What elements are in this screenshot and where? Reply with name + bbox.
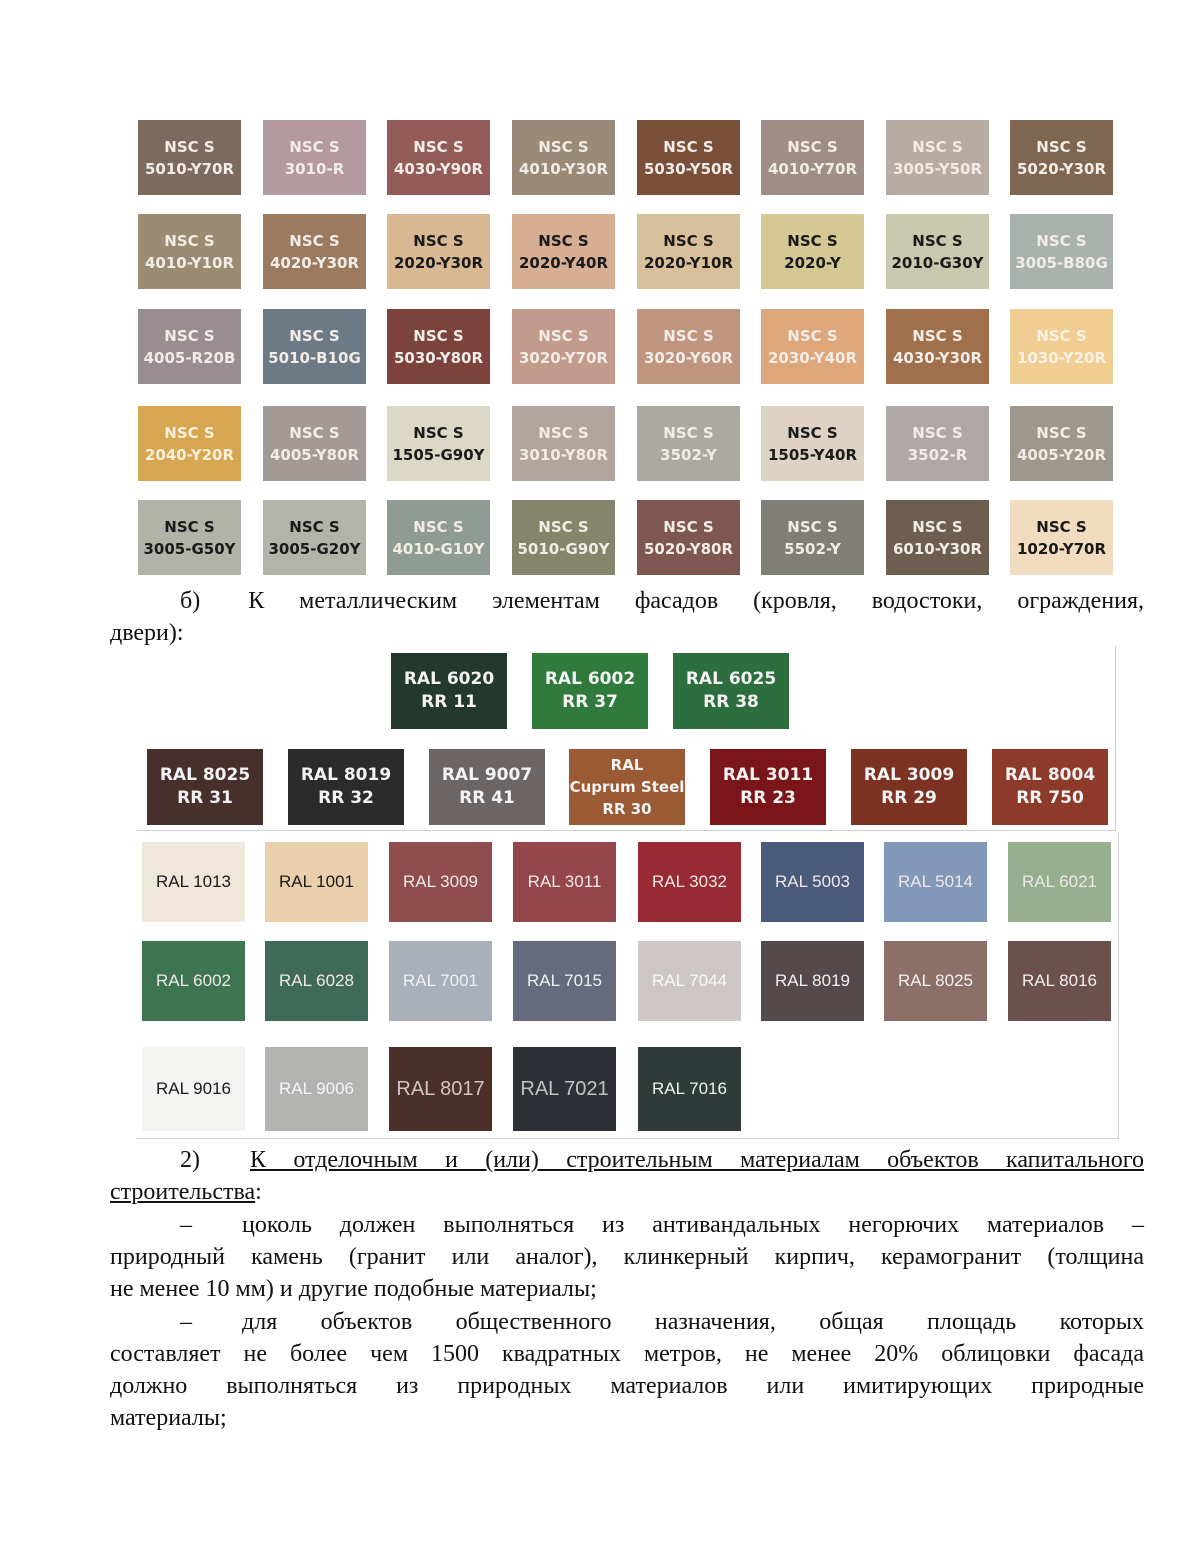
swatch-label: NSC S [538, 517, 589, 536]
swatch-label: 5020-Y80R [643, 539, 734, 558]
color-swatch [992, 749, 1108, 825]
color-swatch [569, 749, 685, 825]
swatch-label: RAL 8025 [159, 765, 251, 785]
color-swatch [387, 406, 490, 481]
color-swatch [138, 309, 241, 384]
color-swatch [1008, 941, 1111, 1021]
color-swatch [389, 842, 492, 922]
swatch-label: 3010-R [284, 159, 345, 178]
bullet-dash: – [180, 1212, 192, 1238]
color-swatch [761, 309, 864, 384]
section-heading: К отделочным и (или) строительным материалам объектов капитального [250, 1147, 1144, 1173]
color-swatch [851, 749, 967, 825]
color-swatch [886, 214, 989, 289]
swatch-label: 3005-B80G [1015, 253, 1108, 272]
bullet-text: материалы; [110, 1405, 227, 1431]
color-swatch [513, 842, 616, 922]
color-swatch [387, 309, 490, 384]
swatch-label: RAL 6021 [1022, 872, 1097, 891]
bullet-text: должно выполняться из природных материалов или имитирующих природные [110, 1373, 1144, 1399]
swatch-label: NSC S [413, 423, 464, 442]
swatch-label: 5010-Y70R [144, 159, 235, 178]
swatch-label: NSC S [538, 326, 589, 345]
color-swatch [638, 941, 741, 1021]
paragraph-text: К металлическим элементам фасадов (кровля, водостоки, ограждения, [248, 588, 1144, 614]
color-swatch [761, 500, 864, 575]
bullet-text: природный камень (гранит или аналог), клинкерный кирпич, керамогранит (толщина [110, 1244, 1144, 1270]
swatch-label: RAL 7044 [652, 971, 727, 990]
swatch-label: RAL 8016 [1022, 971, 1097, 990]
color-swatch [288, 749, 404, 825]
swatch-label: RAL 1013 [156, 872, 231, 891]
swatch-label: RR 30 [602, 800, 652, 818]
swatch-label: 4005-R20B [143, 348, 236, 367]
color-swatch [142, 842, 245, 922]
swatch-label: 2020-Y [784, 253, 841, 272]
swatch-label: NSC S [663, 423, 714, 442]
paragraph-marker: б) [180, 588, 201, 614]
swatch-label: 4010-G10Y [392, 539, 485, 558]
swatch-label: RAL 8025 [898, 971, 973, 990]
swatch-label: NSC S [663, 137, 714, 156]
swatch-label: NSC S [413, 137, 464, 156]
swatch-label: RAL 8019 [775, 971, 850, 990]
swatch-label: NSC S [663, 326, 714, 345]
color-swatch [389, 1047, 492, 1131]
swatch-label: NSC S [289, 137, 340, 156]
color-swatch [147, 749, 263, 825]
swatch-label: RAL 6028 [279, 971, 354, 990]
swatch-label: 2020-Y10R [643, 253, 734, 272]
color-swatch [886, 406, 989, 481]
section-2-line1 [110, 1144, 1144, 1176]
swatch-label: RR 29 [881, 788, 937, 808]
swatch-label: RAL 6002 [544, 669, 636, 689]
swatch-label: RAL 3011 [527, 872, 602, 891]
swatch-label: RAL 7016 [652, 1079, 727, 1098]
color-swatch [637, 500, 740, 575]
section-heading-cont: строительства [110, 1179, 256, 1205]
swatch-label: NSC S [289, 517, 340, 536]
swatch-label: RR 31 [177, 788, 233, 808]
swatch-label: RR 23 [740, 788, 796, 808]
color-swatch [513, 1047, 616, 1131]
color-swatch [761, 406, 864, 481]
color-swatch [142, 941, 245, 1021]
swatch-label: 1020-Y70R [1016, 539, 1107, 558]
swatch-label: 5010-G90Y [517, 539, 610, 558]
swatch-label: RR 11 [421, 692, 477, 712]
swatch-label: RAL 9016 [156, 1079, 231, 1098]
swatch-label: RAL 5014 [898, 872, 973, 891]
swatch-label: NSC S [289, 326, 340, 345]
swatch-label: 6010-Y30R [892, 539, 983, 558]
swatch-label: RAL 6025 [685, 669, 777, 689]
swatch-label: 4020-Y30R [269, 253, 360, 272]
color-swatch [1010, 309, 1113, 384]
swatch-label: NSC S [912, 231, 963, 250]
swatch-label: 3020-Y60R [643, 348, 734, 367]
swatch-label: 5010-B10G [268, 348, 361, 367]
swatch-label: 4030-Y90R [393, 159, 484, 178]
color-swatch [884, 941, 987, 1021]
color-swatch [884, 842, 987, 922]
color-swatch [761, 214, 864, 289]
color-swatch [1010, 120, 1113, 195]
color-swatch [886, 500, 989, 575]
bullet-1-line2 [110, 1241, 1144, 1273]
swatch-label: 3005-G20Y [268, 539, 361, 558]
swatch-label: 4005-Y20R [1016, 445, 1107, 464]
swatch-label: NSC S [663, 231, 714, 250]
swatch-label: 5502-Y [784, 539, 841, 558]
swatch-label: RR 41 [459, 788, 515, 808]
swatch-label: RAL 3011 [722, 765, 814, 785]
color-swatch [138, 214, 241, 289]
swatch-label: NSC S [164, 423, 215, 442]
swatch-label: RAL 7021 [520, 1077, 609, 1100]
swatch-label: NSC S [787, 137, 838, 156]
swatch-label: NSC S [289, 423, 340, 442]
bullet-2-line4 [110, 1402, 1144, 1434]
swatch-label: NSC S [164, 231, 215, 250]
swatch-label: NSC S [1036, 423, 1087, 442]
swatch-label: NSC S [787, 326, 838, 345]
metal-elements-paragraph-line2 [110, 617, 1144, 649]
color-swatch [391, 653, 507, 729]
swatch-label: 1505-Y40R [767, 445, 858, 464]
swatch-label: NSC S [413, 517, 464, 536]
swatch-label: NSC S [912, 137, 963, 156]
bullet-2-line3 [110, 1370, 1144, 1402]
color-swatch [710, 749, 826, 825]
swatch-label: 4005-Y80R [269, 445, 360, 464]
color-swatch [1010, 406, 1113, 481]
swatch-label: RAL 3032 [652, 872, 727, 891]
color-swatch [512, 500, 615, 575]
color-swatch [263, 406, 366, 481]
paragraph-text: двери): [110, 620, 184, 646]
swatch-label: 2020-Y40R [518, 253, 609, 272]
color-swatch [637, 309, 740, 384]
swatch-label: NSC S [912, 423, 963, 442]
swatch-label: RAL 1001 [279, 872, 354, 891]
swatch-label: NSC S [538, 137, 589, 156]
swatch-label: RAL 9006 [279, 1079, 354, 1098]
color-swatch [638, 1047, 741, 1131]
swatch-label: NSC S [538, 231, 589, 250]
swatch-label: NSC S [164, 517, 215, 536]
swatch-label: 5020-Y30R [1016, 159, 1107, 178]
color-swatch [1010, 500, 1113, 575]
swatch-label: 3005-G50Y [143, 539, 236, 558]
swatch-label: NSC S [787, 231, 838, 250]
bullet-dash: – [180, 1309, 192, 1335]
swatch-label: NSC S [1036, 326, 1087, 345]
color-swatch [532, 653, 648, 729]
bullet-2-line1 [110, 1306, 1144, 1338]
color-swatch [1010, 214, 1113, 289]
swatch-label: 2010-G30Y [891, 253, 984, 272]
bullet-text: не менее 10 мм) и другие подобные материалы; [110, 1276, 597, 1302]
section-marker: 2) [180, 1147, 200, 1173]
color-swatch [512, 406, 615, 481]
swatch-label: 3502-Y [660, 445, 717, 464]
swatch-label: 2030-Y40R [767, 348, 858, 367]
color-swatch [138, 406, 241, 481]
swatch-label: RAL 5003 [775, 872, 850, 891]
color-swatch [512, 214, 615, 289]
bullet-text: составляет не более чем 1500 квадратных метров, не менее 20% облицовки фасада [110, 1341, 1144, 1367]
color-swatch [513, 941, 616, 1021]
swatch-label: NSC S [787, 423, 838, 442]
swatch-label: RAL 3009 [863, 765, 955, 785]
color-swatch [761, 120, 864, 195]
color-swatch [512, 120, 615, 195]
swatch-label: NSC S [912, 326, 963, 345]
color-swatch [263, 309, 366, 384]
swatch-label: 4010-Y70R [767, 159, 858, 178]
swatch-label: RAL 3009 [403, 872, 478, 891]
color-swatch [638, 842, 741, 922]
swatch-label: 2020-Y30R [393, 253, 484, 272]
color-swatch [387, 500, 490, 575]
swatch-label: NSC S [164, 326, 215, 345]
bullet-1-line1 [110, 1209, 1144, 1241]
swatch-label: 3005-Y50R [892, 159, 983, 178]
color-swatch [263, 500, 366, 575]
color-swatch [512, 309, 615, 384]
swatch-label: NSC S [413, 326, 464, 345]
color-swatch [263, 120, 366, 195]
color-swatch [1008, 842, 1111, 922]
bullet-text: цоколь должен выполняться из антивандальных негорючих материалов – [242, 1212, 1144, 1238]
color-swatch [389, 941, 492, 1021]
swatch-label: RAL [610, 756, 644, 774]
swatch-label: Cuprum Steel [569, 778, 685, 796]
swatch-label: 1505-G90Y [392, 445, 485, 464]
swatch-label: NSC S [663, 517, 714, 536]
swatch-label: NSC S [1036, 231, 1087, 250]
swatch-label: NSC S [1036, 137, 1087, 156]
swatch-label: RAL 6020 [403, 669, 495, 689]
swatch-label: RR 32 [318, 788, 374, 808]
swatch-label: NSC S [164, 137, 215, 156]
swatch-label: RAL 6002 [156, 971, 231, 990]
swatch-label: RR 37 [562, 692, 618, 712]
bullet-2-line2 [110, 1338, 1144, 1370]
color-swatch [886, 309, 989, 384]
swatch-label: 3502-R [907, 445, 968, 464]
color-swatch [265, 842, 368, 922]
color-swatch [637, 406, 740, 481]
section-2-line2: строительства: [110, 1179, 262, 1205]
swatch-label: RAL 7015 [527, 971, 602, 990]
color-swatch [263, 214, 366, 289]
swatch-label: 2040-Y20R [144, 445, 235, 464]
bullet-text: для объектов общественного назначения, общая площадь которых [242, 1309, 1144, 1335]
swatch-label: NSC S [413, 231, 464, 250]
color-swatch [138, 120, 241, 195]
metal-elements-paragraph-line1 [110, 585, 1144, 617]
color-swatch [387, 214, 490, 289]
color-swatch [387, 120, 490, 195]
swatch-label: 3010-Y80R [518, 445, 609, 464]
color-swatch [265, 941, 368, 1021]
color-swatch [673, 653, 789, 729]
color-swatch [637, 214, 740, 289]
color-swatch [265, 1047, 368, 1131]
swatch-label: NSC S [912, 517, 963, 536]
swatch-label: 4010-Y10R [144, 253, 235, 272]
swatch-label: RAL 8017 [396, 1077, 485, 1100]
swatch-label: NSC S [289, 231, 340, 250]
color-swatch [637, 120, 740, 195]
color-swatch [761, 941, 864, 1021]
swatch-label: NSC S [1036, 517, 1087, 536]
swatch-label: RAL 8004 [1004, 765, 1096, 785]
swatch-label: RAL 9007 [441, 765, 533, 785]
color-swatch [886, 120, 989, 195]
swatch-label: 4030-Y30R [892, 348, 983, 367]
color-swatch [761, 842, 864, 922]
swatch-label: NSC S [538, 423, 589, 442]
swatch-label: RR 38 [703, 692, 759, 712]
swatch-label: 5030-Y50R [643, 159, 734, 178]
swatch-label: 1030-Y20R [1016, 348, 1107, 367]
swatch-label: NSC S [787, 517, 838, 536]
swatch-label: 3020-Y70R [518, 348, 609, 367]
swatch-label: RAL 7001 [403, 971, 478, 990]
bullet-1-line3 [110, 1273, 1144, 1305]
swatch-label: RAL 8019 [300, 765, 392, 785]
color-swatch [138, 500, 241, 575]
swatch-label: 4010-Y30R [518, 159, 609, 178]
color-swatch [429, 749, 545, 825]
color-swatch [142, 1047, 245, 1131]
swatch-label: RR 750 [1016, 788, 1084, 808]
swatch-label: 5030-Y80R [393, 348, 484, 367]
